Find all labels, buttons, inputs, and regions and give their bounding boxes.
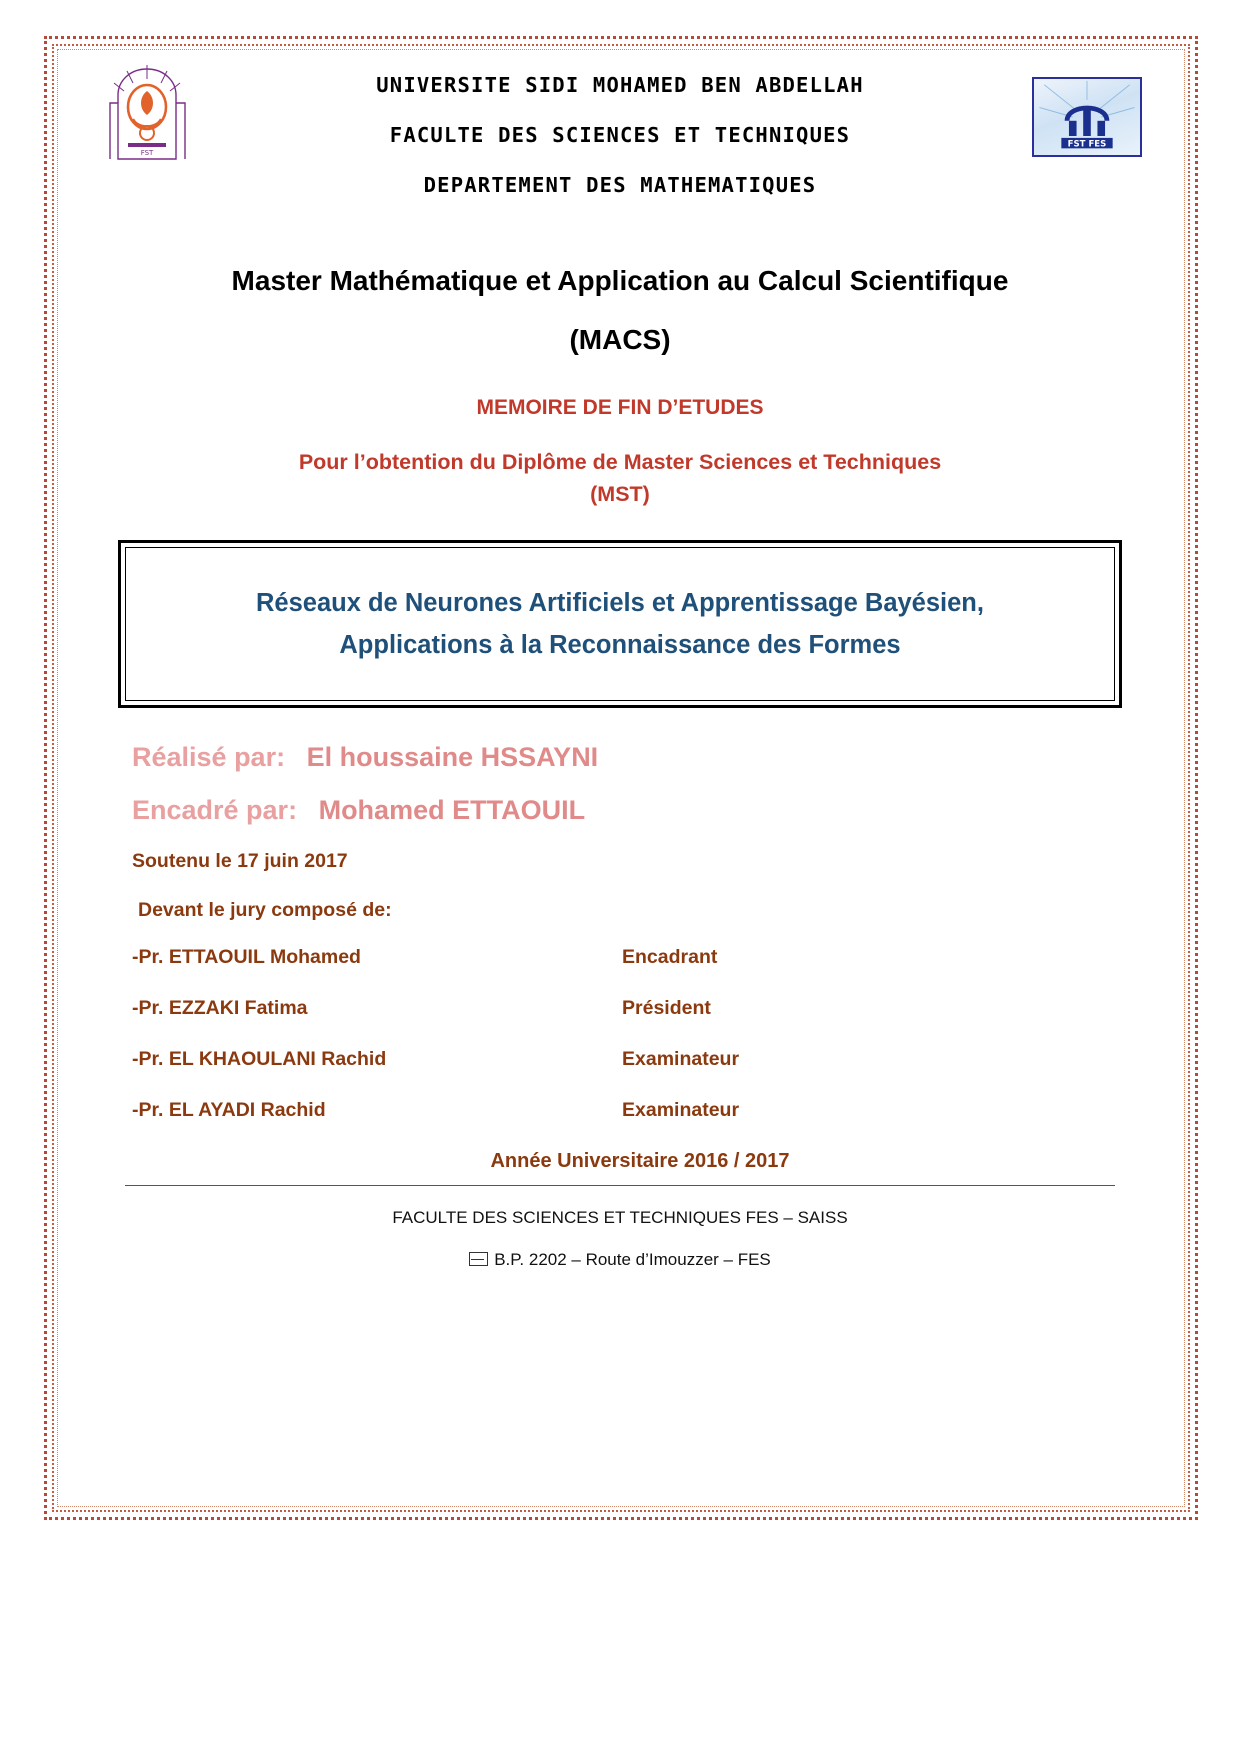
jury-member-name: -Pr. EL KHAOULANI Rachid [132,1048,387,1071]
jury-member-role: Président [622,997,711,1020]
defense-block [132,850,1170,1122]
fst-fes-logo-label: FST FES [1067,139,1107,150]
footer-address-line [70,1250,1170,1270]
degree-purpose [70,446,1170,511]
encadre-par-label: Encadré par: [132,795,298,826]
thesis-title-box-inner [125,547,1115,701]
jury-row [132,1048,1170,1071]
jury-member-name: -Pr. EL AYADI Rachid [132,1099,326,1122]
fst-fes-logo-icon [1032,77,1142,157]
document-type: MEMOIRE DE FIN D’ETUDES [476,395,764,419]
svg-text:FST: FST [140,149,154,157]
author-name: El houssaine HSSAYNI [306,742,599,773]
thesis-title-box [118,540,1122,708]
footer-faculty: FACULTE DES SCIENCES ET TECHNIQUES FES – SAISS [392,1208,848,1228]
usmba-logo-icon [100,63,195,173]
program-title-text: Master Mathématique et Application au Calcul Scientifique [231,265,1009,296]
cover-page-content [70,55,1170,1505]
thesis-title-line-1: Réseaux de Neurones Artificiels et Apprentissage Bayésien, [256,589,984,618]
jury-member-role: Examinateur [622,1048,740,1071]
thesis-title-line-2: Applications à la Reconnaissance des Formes [339,631,901,660]
jury-member-role: Encadrant [622,946,718,969]
defense-date: Soutenu le 17 juin 2017 [132,850,348,873]
university-line-3: DEPARTEMENT DES MATHEMATIQUES [423,173,817,197]
program-acronym: (MACS) [569,324,671,356]
footer-divider [125,1185,1115,1186]
jury-member-name: -Pr. EZZAKI Fatima [132,997,308,1020]
jury-intro: Devant le jury composé de: [138,899,392,922]
university-heading [220,73,1020,223]
realise-par-label: Réalisé par: [132,742,286,773]
academic-year: Année Universitaire 2016 / 2017 [490,1150,790,1173]
program-title [70,259,1170,362]
supervisor-row [132,795,1170,826]
jury-row [132,946,1170,969]
university-line-1: UNIVERSITE SIDI MOHAMED BEN ABDELLAH [376,73,864,97]
authors-block [132,742,1170,826]
jury-member-role: Examinateur [622,1099,740,1122]
page-header [70,55,1170,245]
degree-purpose-text: Pour l’obtention du Diplôme de Master Sciences et Techniques [298,449,942,474]
footer-address: B.P. 2202 – Route d’Imouzzer – FES [494,1250,771,1270]
jury-row [132,997,1170,1020]
author-row [132,742,1170,773]
mail-icon [469,1252,488,1266]
jury-row [132,1099,1170,1122]
page-footer [70,1208,1170,1270]
degree-purpose-acronym: (MST) [590,482,650,507]
jury-member-name: -Pr. ETTAOUIL Mohamed [132,946,361,969]
supervisor-name: Mohamed ETTAOUIL [318,795,586,826]
university-line-2: FACULTE DES SCIENCES ET TECHNIQUES [389,123,851,147]
